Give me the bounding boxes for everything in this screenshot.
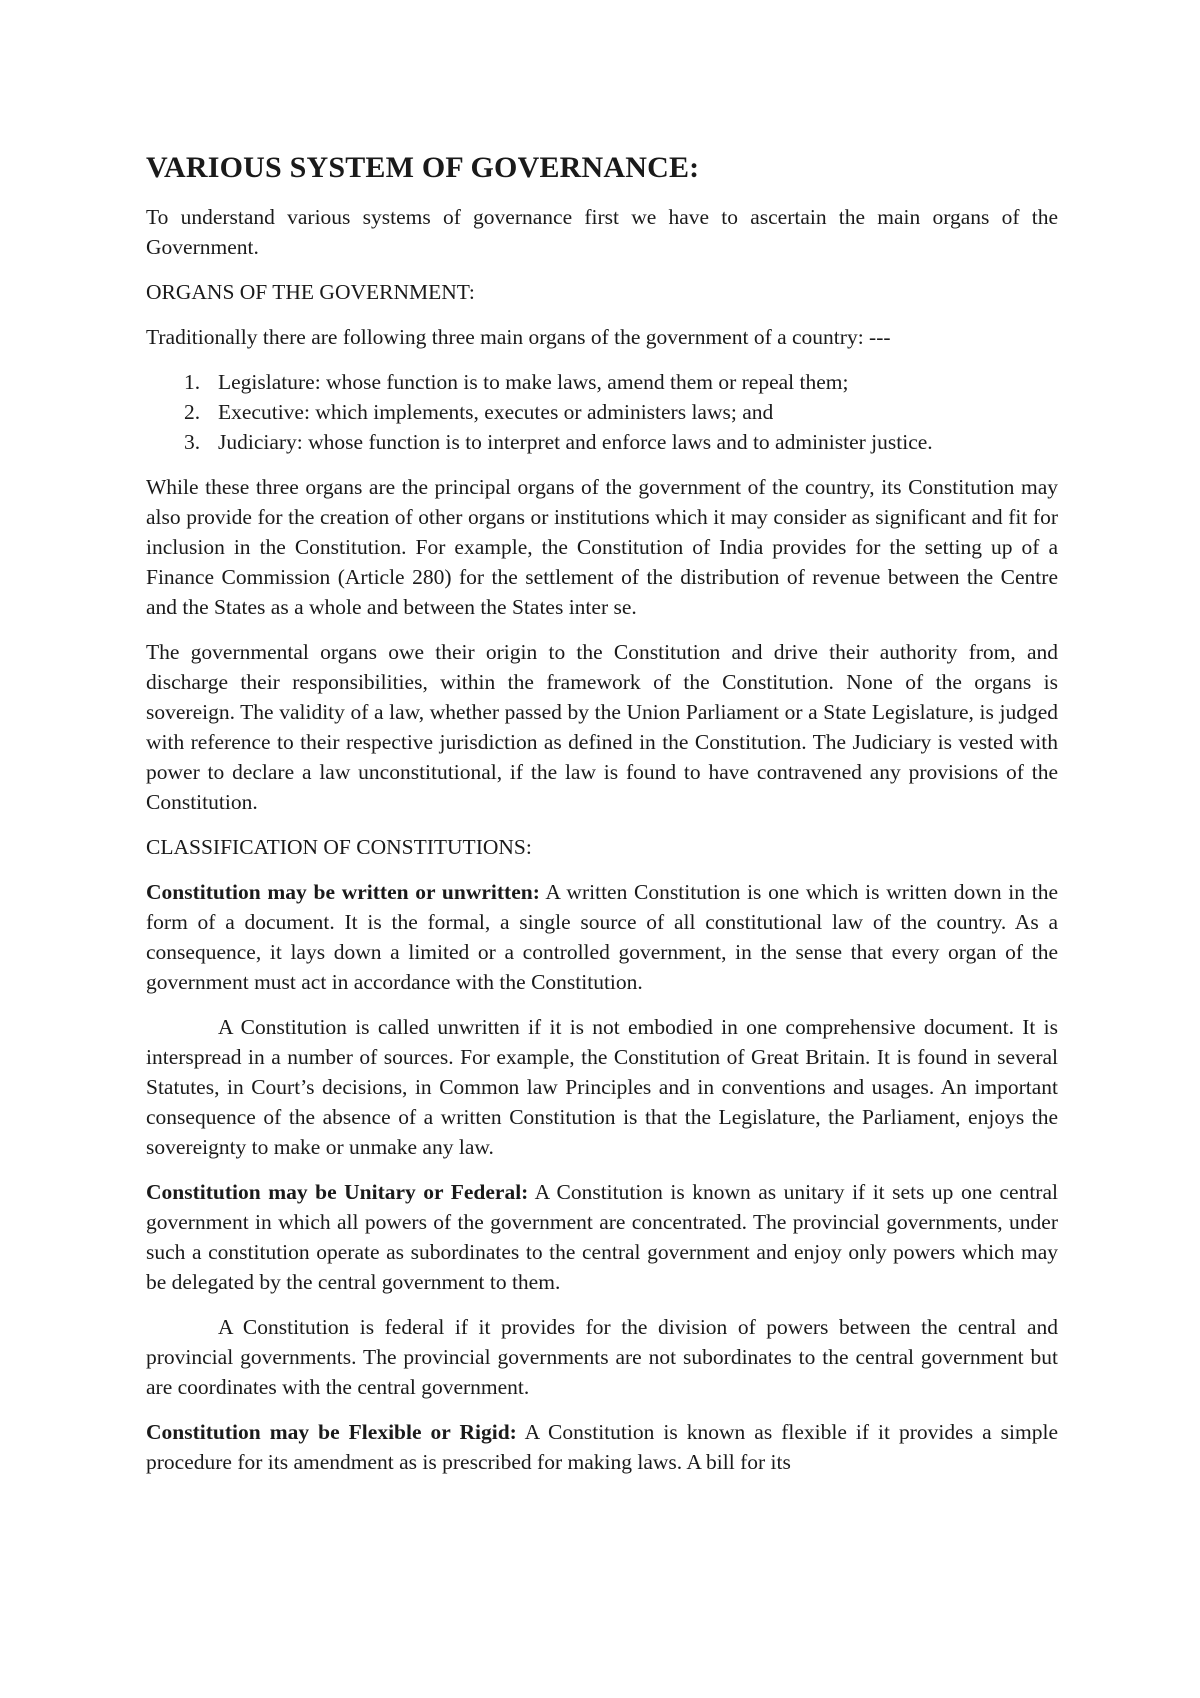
list-item-text: Executive: which implements, executes or administers laws; and <box>218 400 774 424</box>
written-label: Constitution may be written or unwritten: <box>146 880 540 904</box>
list-item-text: Legislature: whose function is to make laws, amend them or repeal them; <box>218 370 849 394</box>
intro-paragraph: To understand various systems of governance first we have to ascertain the main organs of the Government. <box>146 205 1058 259</box>
flexible-label: Constitution may be Flexible or Rigid: <box>146 1420 517 1444</box>
organs-heading: ORGANS OF THE GOVERNMENT: <box>146 280 475 304</box>
list-item <box>146 397 1058 427</box>
list-item-text: Judiciary: whose function is to interpret and enforce laws and to administer justice. <box>218 430 933 454</box>
organs-lead: Traditionally there are following three main organs of the government of a country: --- <box>146 325 891 349</box>
written-paragraph <box>146 877 1058 997</box>
list-item-number: 1. <box>184 370 201 394</box>
list-item-number: 2. <box>184 400 201 424</box>
list-item <box>146 367 1058 397</box>
list-item <box>146 427 1058 457</box>
organs-list <box>146 367 1058 457</box>
principal-organs-paragraph: While these three organs are the principal organs of the government of the country, its Constitution may also provide for the creation of other organs or institutions which it may consider as significant and fit for inclusion in the Constitution. For example, the Constitution of India provides for the setting up of a Finance Commission (Article 280) for the settlement of the distribution of revenue between the Centre and the States as a whole and between the States inter se. <box>146 475 1058 619</box>
unwritten-paragraph: A Constitution is called unwritten if it is not embodied in one comprehensive document. It is interspread in a number of sources. For example, the Constitution of Great Britain. It is found in several Statutes, in Court’s decisions, in Common law Principles and in conventions and usages. An important consequence of the absence of a written Constitution is that the Legislature, the Parliament, enjoys the sovereignty to make or unmake any law. <box>146 1015 1058 1159</box>
page-title: VARIOUS SYSTEM OF GOVERNANCE: <box>146 151 700 184</box>
flexible-text: A Constitution is known as flexible if it provides a simple procedure for its amendment as is prescribed for making laws. A bill for its <box>146 1420 1058 1474</box>
unitary-text: A Constitution is known as unitary if it sets up one central government in which all powers of the government are concentrated. The provincial governments, under such a constitution operate as subordinates to the central government and enjoy only powers which may be delegated by the central government to them. <box>146 1180 1058 1294</box>
origin-paragraph: The governmental organs owe their origin to the Constitution and drive their authority from, and discharge their responsibilities, within the framework of the Constitution. None of the organs is sovereign. The validity of a law, whether passed by the Union Parliament or a State Legislature, is judged with reference to their respective jurisdiction as defined in the Constitution. The Judiciary is vested with power to declare a law unconstitutional, if the law is found to have contravened any provisions of the Constitution. <box>146 640 1058 814</box>
unitary-label: Constitution may be Unitary or Federal: <box>146 1180 529 1204</box>
written-text: A written Constitution is one which is written down in the form of a document. It is the formal, a single source of all constitutional law of the country. As a consequence, it lays down a limited or a controlled government, in the sense that every organ of the government must act in accordance with the Constitution. <box>146 880 1058 994</box>
federal-paragraph: A Constitution is federal if it provides for the division of powers between the central and provincial governments. The provincial governments are not subordinates to the central government but are coordinates with the central government. <box>146 1315 1058 1399</box>
classification-heading: CLASSIFICATION OF CONSTITUTIONS: <box>146 835 532 859</box>
list-item-number: 3. <box>184 430 201 454</box>
flexible-paragraph <box>146 1417 1058 1477</box>
unitary-paragraph <box>146 1177 1058 1297</box>
